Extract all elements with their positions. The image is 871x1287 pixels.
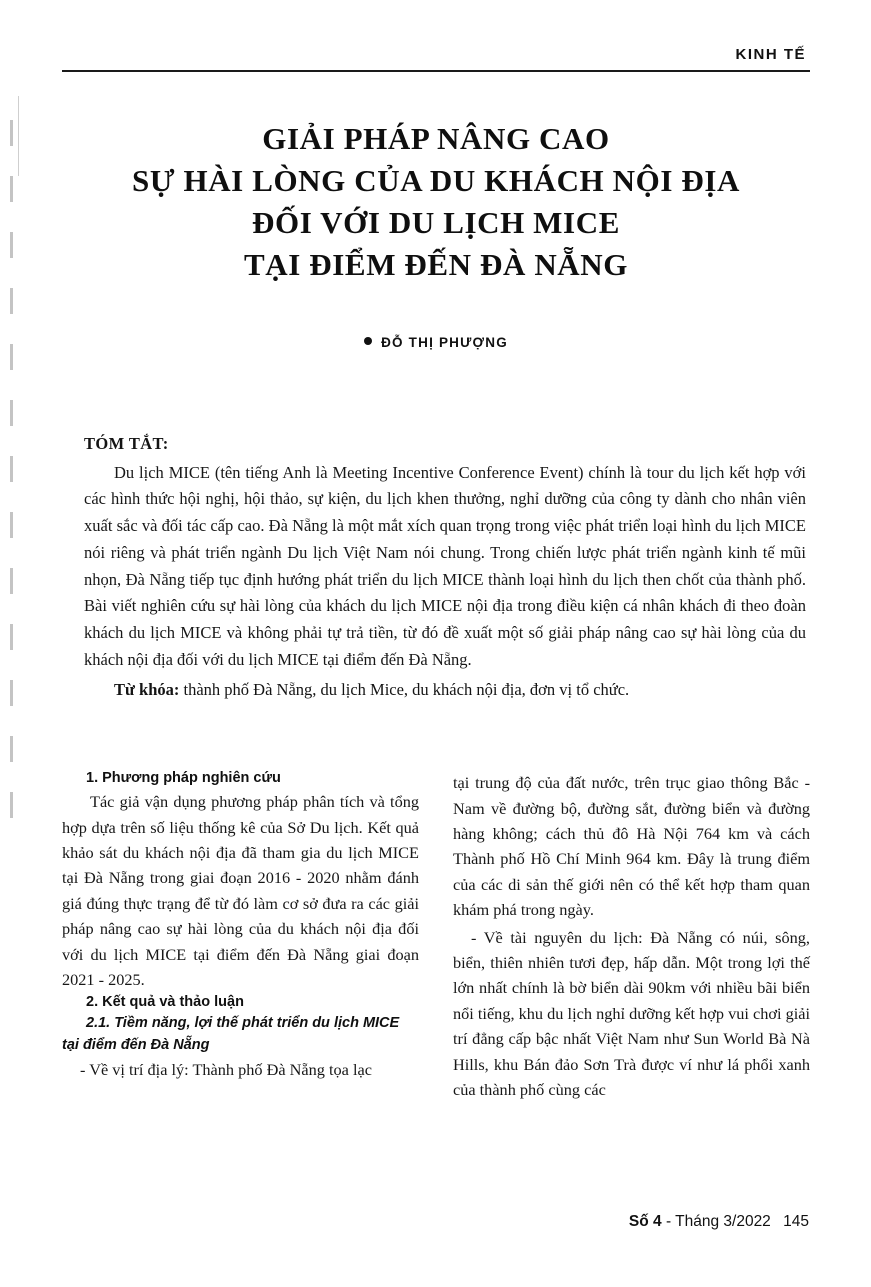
title-line-2: SỰ HÀI LÒNG CỦA DU KHÁCH NỘI ĐỊA [132, 163, 740, 199]
heading-section-1: 1. Phương pháp nghiên cứu [86, 770, 281, 787]
footer-page-number: 145 [783, 1213, 809, 1230]
paragraph-resources: - Về tài nguyên du lịch: Đà Nẵng có núi, sông, biển, thiên nhiên tươi đẹp, hấp dẫn. Một trong lợi thế lớn nhất chính là bờ biển dài 90km với nhiều bãi biển nổi tiếng, khu du lịch nghỉ dưỡng kết hợp vui chơi giải trí đẳng cấp bậc nhất Việt Nam như Sun World Bà Nà Hills, khu Bán đảo Sơn Trà được ví như lá phổi xanh của thành phố cùng các [453, 927, 810, 1100]
paragraph-location-cont: tại trung độ của đất nước, trên trục giao thông Bắc - Nam về đường bộ, đường sắt, đường biển và đường hàng không; cách thủ đô Hà Nội 764 km và cách Thành phố Hồ Chí Minh 964 km. Đây là trung điểm của các di sản thế giới nên có thể kết hợp tham quan khám phá trong ngày. [453, 773, 810, 920]
title-line-3: ĐỐI VỚI DU LỊCH MICE [252, 205, 620, 241]
column-right [453, 770, 810, 1104]
title-line-4: TẠI ĐIỂM ĐẾN ĐÀ NẴNG [243, 247, 628, 283]
heading-section-2-1: 2.1. Tiềm năng, lợi thế phát triển du lịch MICE tại điểm đến Đà Nẵng [62, 1015, 400, 1054]
page-footer [629, 1213, 809, 1231]
heading-section-2: 2. Kết quả và thảo luận [86, 994, 244, 1011]
article-title [62, 118, 810, 287]
footer-issue: Số 4 [628, 1213, 662, 1230]
bullet-icon [364, 337, 372, 345]
paragraph-location: - Về vị trí địa lý: Thành phố Đà Nẵng tọa lạc [80, 1059, 372, 1079]
paragraph-methodology: Tác giả vận dụng phương pháp phân tích và tổng hợp dựa trên số liệu thống kê của Sở Du lịch. Kết quả khảo sát du khách nội địa đã tham gia du lịch MICE tại Đà Nẵng trong giai đoạn 2016 - 2020 nhằm đánh giá đúng thực trạng để từ đó làm cơ sở đưa ra các giải pháp nâng cao sự hài lòng của du khách nội địa đối với du lịch MICE tại điểm đến Đà Nẵng giai đoạn 2021 - 2025. [62, 792, 419, 990]
scan-edge-artifact [10, 120, 13, 840]
body-columns [62, 770, 810, 1104]
footer-date: - Tháng 3/2022 [665, 1213, 771, 1230]
author-name: ĐỖ THỊ PHƯỢNG [381, 334, 508, 350]
page-content [62, 46, 810, 1105]
keywords-label: Từ khóa: [114, 680, 180, 700]
keywords-text: thành phố Đà Nẵng, du lịch Mice, du khách nội địa, đơn vị tổ chức. [179, 680, 630, 700]
scan-edge-artifact-secondary [18, 96, 19, 176]
abstract-block [62, 434, 810, 704]
author-byline [62, 335, 810, 350]
abstract-heading: TÓM TẮT: [84, 433, 169, 453]
section-kicker: KINH TẾ [735, 46, 806, 63]
column-left [62, 770, 419, 1104]
abstract-body: Du lịch MICE (tên tiếng Anh là Meeting Incentive Conference Event) chính là tour du lịch kết hợp với các hình thức hội nghị, hội thảo, sự kiện, du lịch khen thưởng, nghỉ dưỡng của công ty dành cho nhân viên xuất sắc và đối tác cấp cao. Đà Nẵng là một mắt xích quan trọng trong việc phát triển loại hình du lịch MICE nói riêng và phát triển ngành Du lịch Việt Nam nói chung. Trong chiến lược phát triển ngành kinh tế mũi nhọn, Đà Nẵng tiếp tục định hướng phát triển du lịch MICE thành loại hình du lịch then chốt của thành phố. Bài viết nghiên cứu sự hài lòng của khách du lịch MICE nội địa trong điều kiện cá nhân khách đi theo đoàn khách du lịch MICE và không phải tự trả tiền, từ đó đề xuất một số giải pháp nâng cao sự hài lòng của du khách nội địa đối với du lịch MICE tại điểm đến Đà Nẵng. [84, 462, 806, 669]
header-rule [62, 70, 810, 72]
title-line-1: GIẢI PHÁP NÂNG CAO [262, 121, 610, 156]
keywords-line [84, 677, 806, 704]
